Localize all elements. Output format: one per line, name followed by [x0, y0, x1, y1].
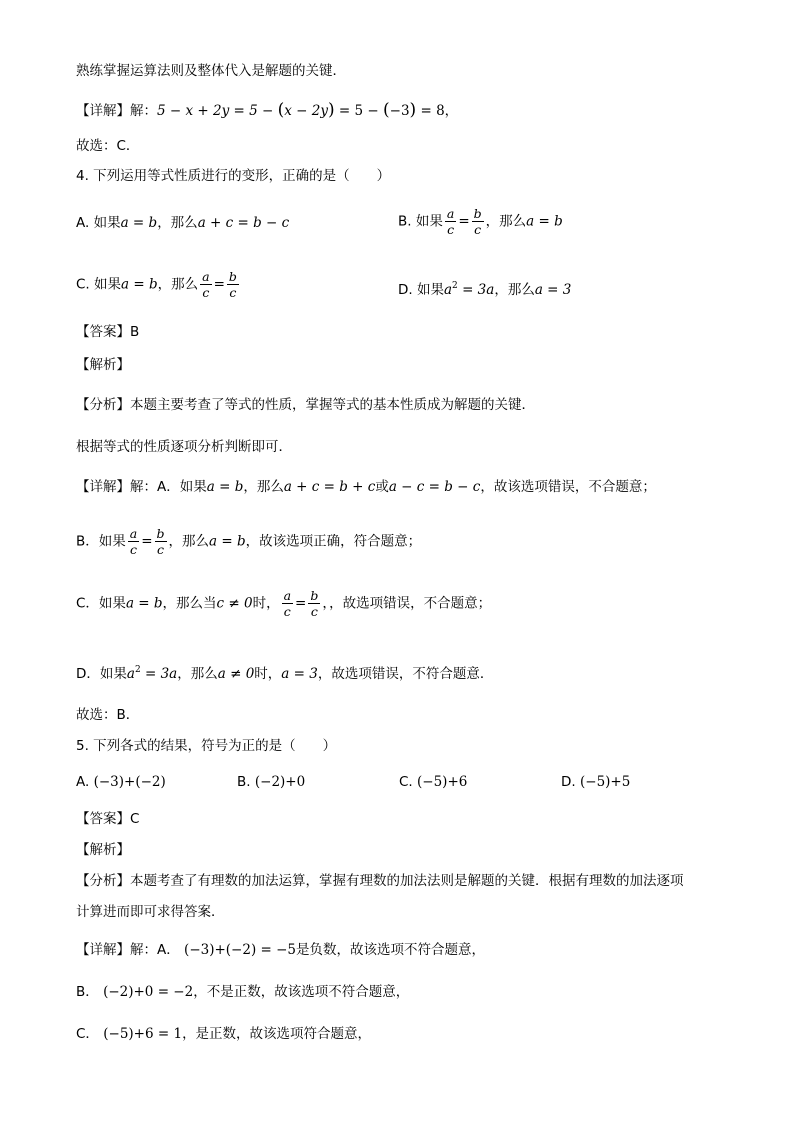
math-expression: (−5)+5: [579, 774, 631, 790]
option-label: A. 如果: [76, 215, 121, 231]
answer-value: C: [130, 811, 140, 827]
math-expression: a = b: [209, 533, 246, 550]
fraction-denominator: c: [474, 222, 482, 237]
fraction-numerator: b: [473, 206, 482, 221]
q5-option-b: [237, 772, 305, 792]
q5-analysis: [76, 840, 130, 860]
q4-answer: [76, 322, 139, 342]
q3-answer: [76, 136, 139, 156]
q4-detail-b: [76, 526, 421, 557]
question-text: 4. 下列运用等式性质进行的变形，正确的是（ ）: [76, 168, 391, 184]
math-expression: a = b: [125, 595, 163, 612]
option-label: B. 如果: [398, 213, 443, 230]
paragraph-text: 熟练掌握运算法则及整体代入是解题的关键．: [76, 63, 346, 79]
math-expression: (−3)+(−2): [93, 774, 166, 790]
q4-detail-d: [76, 660, 493, 684]
analysis-text: 根据等式的性质逐项分析判断即可．: [76, 439, 292, 455]
detail-label: B．: [76, 984, 99, 1000]
detail-text: ，故该选项正确，符合题意；: [245, 533, 422, 550]
detail-label: C．: [76, 1026, 99, 1042]
detail-text: ，故选项错误，不符合题意．: [317, 666, 494, 682]
option-label: C.: [399, 774, 413, 790]
q4-genju: [76, 437, 292, 457]
fraction: [128, 526, 139, 557]
fraction-numerator: a: [446, 206, 455, 221]
fraction: [155, 526, 167, 557]
option-text: ，那么: [494, 282, 535, 298]
detail-text: ，，故选项错误，不合题意；: [322, 595, 492, 612]
q4-option-c: [76, 269, 241, 300]
math-expression: (−5)+6 = 1: [103, 1026, 183, 1042]
q5-option-a: [76, 772, 166, 792]
paren-open: (: [383, 100, 390, 120]
fraction: [227, 269, 239, 300]
q4-option-d: [398, 276, 571, 300]
detail-label: 【详解】解：A．如果: [76, 479, 207, 495]
detail-text: ，故该选项错误，不合题意；: [480, 479, 656, 495]
option-label: D. 如果: [398, 282, 444, 298]
fraction-denominator: c: [447, 222, 455, 237]
option-label: D.: [561, 774, 576, 790]
option-text: ，那么: [157, 276, 199, 293]
detail-text: 或: [375, 479, 389, 495]
detail-text: ，那么: [168, 533, 210, 550]
math-expression: (−2)+0 = −2: [103, 984, 194, 1000]
math-expression: a = 3: [534, 282, 572, 298]
math-expression: a ≠ 0: [217, 666, 255, 682]
question-text: 5. 下列各式的结果，符号为正的是（ ）: [76, 738, 337, 754]
math-expression: = 8: [416, 103, 445, 119]
q5-fenxi-1: [76, 871, 684, 891]
q5-option-c: [399, 772, 467, 792]
q5-detail-a: [76, 940, 485, 960]
fraction-numerator: a: [202, 269, 210, 284]
fraction-numerator: b: [310, 588, 319, 603]
q4-detail-a: [76, 477, 656, 497]
detail-label: D．如果: [76, 666, 127, 682]
math-expression: a + c = b + c: [283, 479, 376, 495]
fraction-numerator: b: [156, 526, 165, 541]
math-expression: a = b: [206, 479, 244, 495]
punctuation: ，: [444, 103, 459, 119]
detail-label: 【详解】解：: [76, 103, 157, 119]
option-label: B.: [237, 774, 251, 790]
analysis-text: 计算进而即可求得答案．: [76, 904, 225, 920]
fraction-numerator: b: [228, 269, 237, 284]
paren-close: ): [327, 100, 335, 120]
fraction-numerator: a: [283, 588, 292, 603]
answer-text: 故选：C．: [76, 138, 140, 154]
analysis-text: 【分析】本题主要考查了等式的性质，掌握等式的基本性质成为解题的关键．: [76, 397, 535, 413]
fraction: [200, 269, 211, 300]
math-expression: a + c = b − c: [197, 215, 290, 231]
q5-fenxi-2: [76, 902, 225, 922]
detail-label: 【详解】解：A．: [76, 942, 180, 958]
equals-sign: =: [458, 213, 470, 230]
q4-detail-c: [76, 588, 491, 619]
option-label: C. 如果: [76, 276, 122, 293]
detail-text: ，那么: [177, 666, 218, 682]
math-expression: (−3)+(−2) = −5: [184, 942, 297, 958]
q4-option-a: [76, 213, 289, 233]
math-expression: = 3a: [457, 282, 495, 298]
fraction-denominator: c: [283, 604, 291, 619]
option-label: A.: [76, 774, 90, 790]
fraction: [308, 588, 320, 619]
analysis-text: 【分析】本题考查了有理数的加法运算，掌握有理数的加法法则是解题的关键．根据有理数的加法逐项: [76, 873, 684, 889]
math-expression: (−2)+0: [254, 774, 306, 790]
option-text: ，那么: [485, 213, 527, 230]
q3-detail: [76, 100, 458, 121]
paren-close: ): [409, 100, 417, 120]
equals-sign: =: [213, 276, 225, 293]
q4-analysis: [76, 355, 130, 375]
exponent: 2: [452, 281, 458, 291]
detail-text: ，那么当: [162, 595, 217, 612]
math-expression: a = b: [121, 276, 158, 293]
fraction: [472, 206, 484, 237]
detail-text: 是负数，故该选项不符合题意，: [296, 942, 486, 958]
fraction-denominator: c: [129, 542, 137, 557]
fraction-denominator: c: [202, 285, 210, 300]
math-expression: a = 3: [281, 666, 318, 682]
q4-option-b: [398, 206, 563, 237]
fraction-denominator: c: [229, 285, 237, 300]
math-expression: a = b: [526, 213, 563, 230]
math-expression: = 5 −: [334, 103, 383, 119]
fraction: [445, 206, 456, 237]
q4-fenxi: [76, 395, 535, 415]
fraction: [282, 588, 293, 619]
answer-value: B: [130, 324, 140, 340]
q5-detail-c: [76, 1024, 371, 1044]
text-line: [76, 61, 346, 81]
analysis-label: 【解析】: [76, 842, 130, 858]
analysis-label: 【解析】: [76, 357, 130, 373]
math-expression: x − 2y: [284, 103, 328, 119]
q5-option-d: [561, 772, 630, 792]
math-expression: a = b: [120, 215, 158, 231]
detail-label: C．如果: [76, 595, 126, 612]
q5-question: [76, 736, 336, 756]
math-expression: = 3a: [140, 666, 178, 682]
math-expression: a: [443, 282, 453, 298]
q4-question: [76, 166, 390, 186]
answer-text: 故选：B．: [76, 707, 140, 723]
detail-text: 时，: [254, 666, 282, 682]
q5-detail-b: [76, 982, 409, 1002]
fraction-denominator: c: [157, 542, 165, 557]
answer-label: 【答案】: [76, 324, 130, 340]
detail-text: ，是正数，故该选项符合题意，: [182, 1026, 372, 1042]
detail-text: ，不是正数，故该选项不符合题意，: [193, 984, 410, 1000]
detail-label: B．如果: [76, 533, 126, 550]
option-text: ，那么: [157, 215, 198, 231]
exponent: 2: [134, 665, 141, 675]
q5-answer: [76, 809, 139, 829]
paren-open: (: [277, 100, 285, 120]
answer-label: 【答案】: [76, 811, 130, 827]
math-expression: a − c = b − c: [388, 479, 481, 495]
math-expression: c ≠ 0: [216, 595, 253, 612]
equals-sign: =: [141, 533, 153, 550]
q4-final: [76, 705, 139, 725]
detail-text: 时，: [252, 595, 280, 612]
equals-sign: =: [295, 595, 307, 612]
math-expression: −3: [389, 103, 410, 119]
fraction-denominator: c: [310, 604, 318, 619]
math-expression: a: [126, 666, 135, 682]
math-expression: (−5)+6: [417, 774, 468, 790]
math-expression: 5 − x + 2y = 5 −: [157, 103, 278, 119]
fraction-numerator: a: [129, 526, 138, 541]
detail-text: ，那么: [243, 479, 284, 495]
